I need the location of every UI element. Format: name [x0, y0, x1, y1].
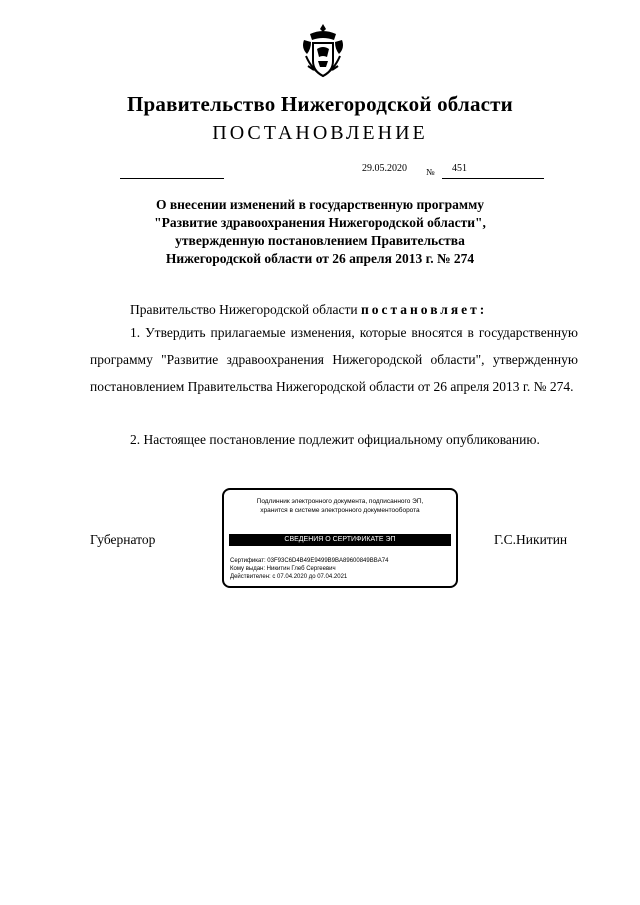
paragraph-1	[90, 319, 578, 400]
item-2-text: 2. Настоящее постановление подлежит официальному опубликованию.	[130, 432, 540, 447]
coat-of-arms-icon	[300, 22, 346, 80]
stamp-details	[230, 557, 388, 581]
stamp-validity: Действителен: с 07.04.2020 до 07.04.2021	[230, 574, 348, 580]
paragraph-2	[90, 426, 578, 453]
item-1-text: 1. Утвердить прилагаемые изменения, которые вносятся в государственную программу "Развитие здравоохранения Нижегородской области", утвержденную постановлением Правительства Нижегородской области от 26 апреля 2013 г. № 274.	[90, 325, 578, 394]
stamp-header	[224, 497, 456, 515]
document-number: 451	[452, 163, 467, 174]
signer-role: Губернатор	[90, 532, 156, 547]
stamp-issued-to: Кому выдан: Никитин Глеб Сергеевич	[230, 566, 336, 572]
organization-name: Правительство Нижегородской области	[127, 92, 513, 116]
stamp-line: Подлинник электронного документа, подписанного ЭП,	[256, 498, 424, 505]
e-signature-stamp	[222, 488, 458, 588]
stamp-title-bar: СВЕДЕНИЯ О СЕРТИФИКАТЕ ЭП	[229, 534, 451, 546]
blank-line	[120, 178, 224, 179]
document-title	[0, 196, 640, 268]
intro-verb: постановляет:	[360, 302, 488, 317]
title-line: утвержденную постановлением Правительства	[175, 233, 465, 248]
document-type: ПОСТАНОВЛЕНИЕ	[212, 122, 428, 144]
document-date: 29.05.2020	[362, 163, 407, 174]
stamp-certificate: Сертификат: 03F93C6D4B49E9499B9BA89600849BBA74	[230, 558, 389, 564]
stamp-line: хранится в системе электронного документооборота	[260, 507, 420, 514]
signer-name: Г.С.Никитин	[494, 532, 568, 547]
number-underline	[442, 178, 544, 179]
title-line: "Развитие здравоохранения Нижегородской области",	[154, 215, 486, 230]
title-line: О внесении изменений в государственную программу	[155, 197, 485, 212]
title-line: Нижегородской области от 26 апреля 2013 г. № 274	[165, 251, 475, 266]
number-sign: №	[426, 167, 435, 177]
intro-text: Правительство Нижегородской области	[130, 302, 358, 317]
